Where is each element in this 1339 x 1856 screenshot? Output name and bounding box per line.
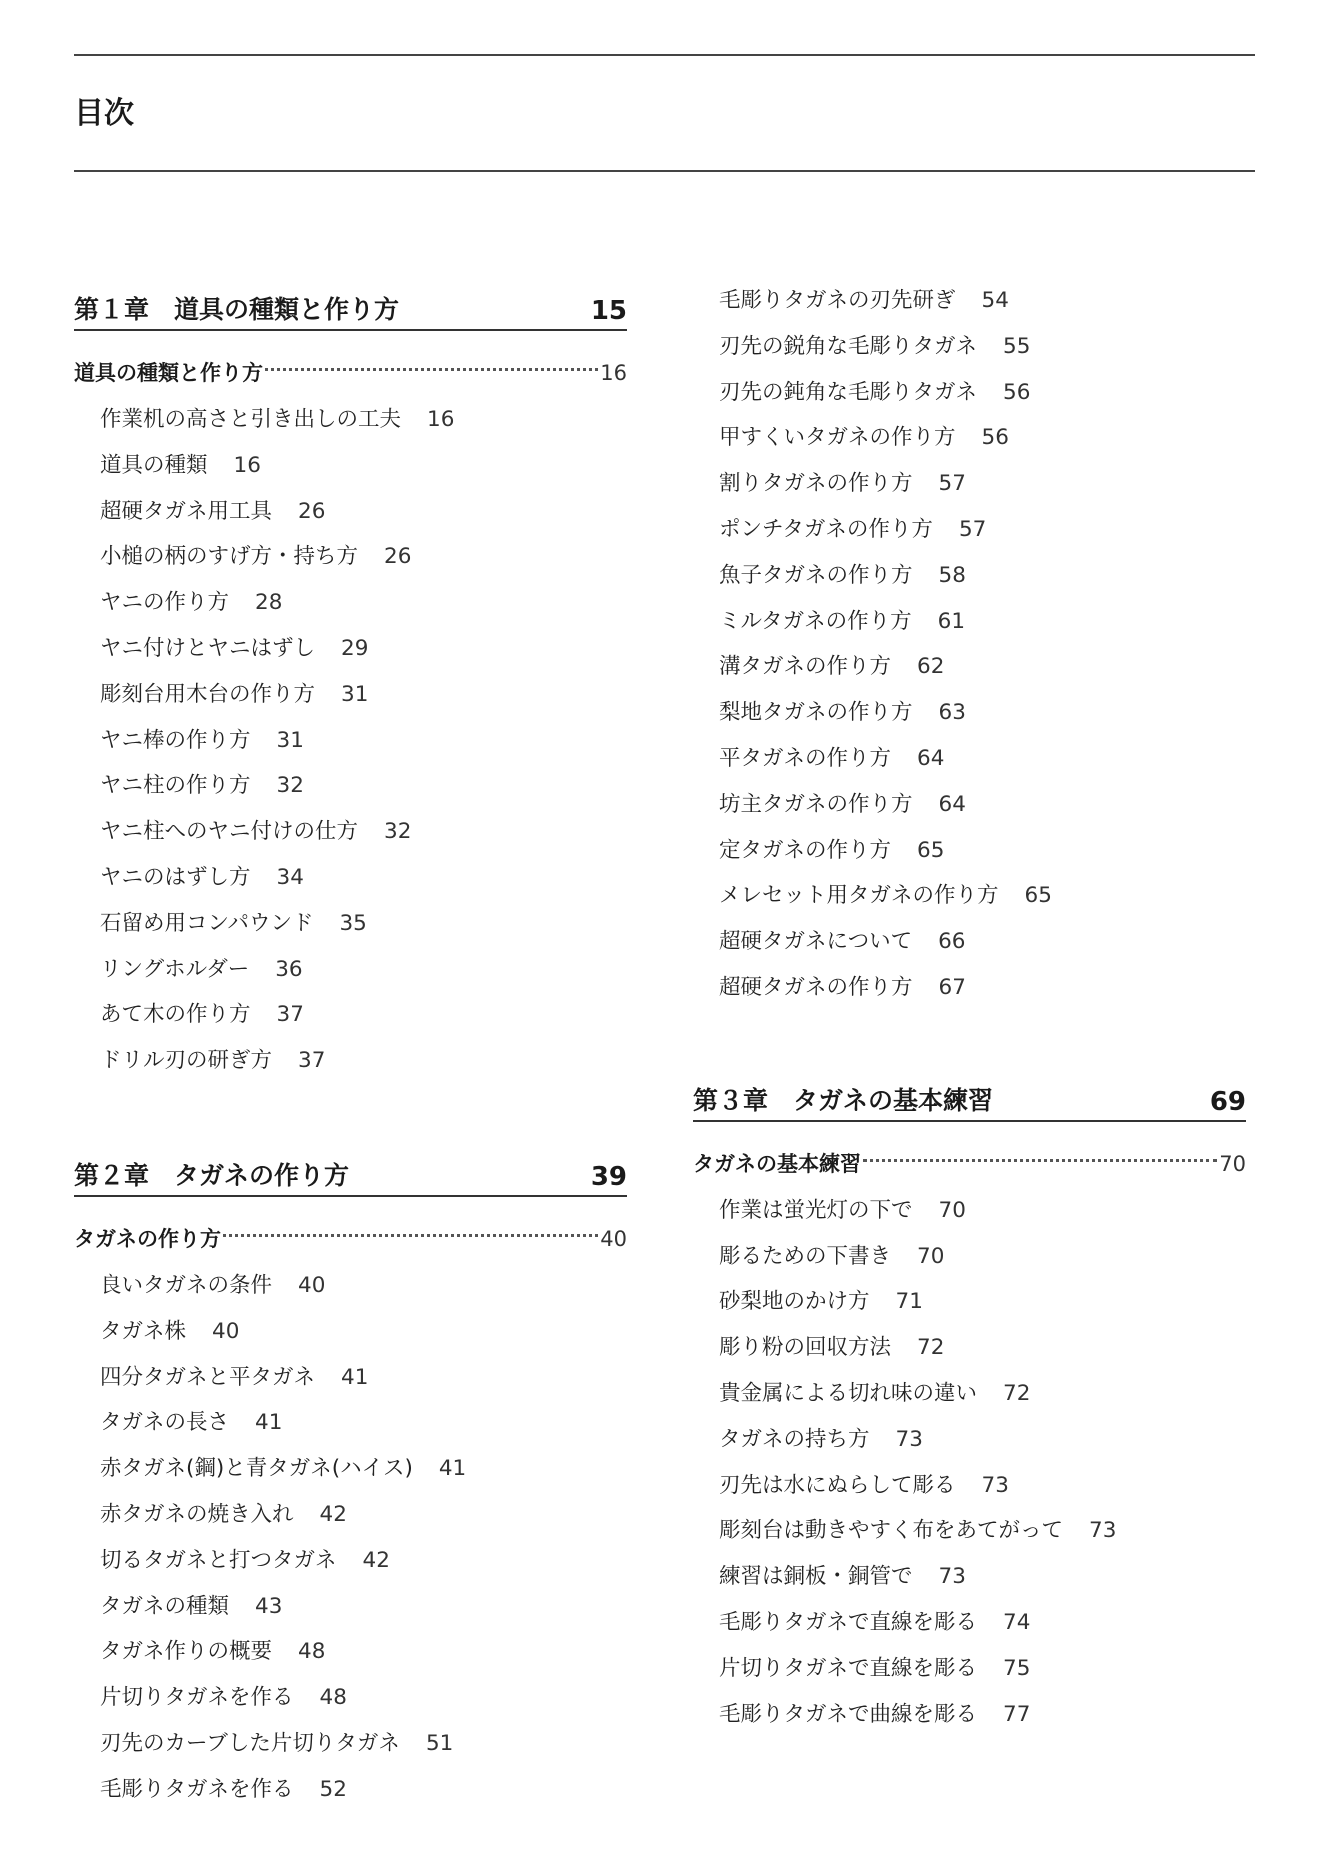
entry-page: 67 — [938, 974, 966, 1000]
toc-entry[interactable] — [693, 1508, 1246, 1554]
entry-page: 40 — [212, 1318, 240, 1344]
entry-page: 74 — [1003, 1609, 1031, 1635]
entry-title: 赤タガネの焼き入れ — [100, 1501, 294, 1527]
toc-entry[interactable] — [74, 1400, 627, 1446]
toc-entry[interactable] — [693, 873, 1246, 919]
chapter-page: 39 — [590, 1161, 627, 1192]
entry-title: 貴金属による切れ味の違い — [719, 1380, 978, 1406]
entry-page: 42 — [319, 1501, 347, 1527]
dot-leader — [863, 1159, 1217, 1162]
entry-title: タガネの種類 — [100, 1593, 230, 1619]
entry-page: 77 — [1003, 1701, 1031, 1727]
entry-title: 毛彫りタガネで曲線を彫る — [719, 1701, 978, 1727]
entry-title: 彫刻台は動きやすく布をあてがって — [719, 1518, 1064, 1544]
toc-entry[interactable] — [693, 1463, 1246, 1509]
entry-page: 70 — [917, 1243, 945, 1269]
entry-title: 魚子タガネの作り方 — [719, 562, 913, 588]
section-page: 16 — [600, 361, 627, 385]
toc-entry[interactable] — [693, 1234, 1246, 1280]
entry-title: 甲すくいタガネの作り方 — [719, 425, 956, 451]
entry-title: 赤タガネ(鋼)と青タガネ(ハイス) — [100, 1456, 413, 1482]
toc-entry[interactable] — [693, 415, 1246, 461]
entry-page: 35 — [339, 910, 367, 936]
toc-entry[interactable] — [74, 672, 627, 718]
entry-page: 31 — [276, 727, 304, 753]
entry-title: 作業机の高さと引き出しの工夫 — [100, 407, 402, 432]
entry-title: 溝タガネの作り方 — [719, 654, 892, 680]
entry-list — [74, 1263, 627, 1813]
toc-entry[interactable] — [693, 1692, 1246, 1738]
entry-list — [693, 278, 1246, 1011]
title-rule — [74, 170, 1255, 172]
entry-page: 40 — [298, 1272, 326, 1298]
chapter-1-heading[interactable] — [74, 292, 627, 331]
section-heading[interactable] — [74, 351, 627, 395]
entry-title: 定タガネの作り方 — [719, 837, 892, 863]
chapter-3-heading[interactable] — [693, 1083, 1246, 1122]
toc-entry[interactable] — [693, 1325, 1246, 1371]
entry-title: 小槌の柄のすげ方・持ち方 — [100, 544, 359, 570]
entry-title: 片切りタガネで直線を彫る — [719, 1655, 978, 1681]
entry-title: タガネの長さ — [100, 1410, 230, 1436]
entry-title: 片切りタガネを作る — [100, 1685, 294, 1711]
toc-entry[interactable] — [74, 534, 627, 580]
dot-leader — [265, 368, 598, 371]
entry-list — [693, 1188, 1246, 1738]
entry-title: 彫るための下書き — [719, 1243, 892, 1269]
section-title: タガネの基本練習 — [693, 1151, 861, 1176]
toc-entry[interactable] — [693, 278, 1246, 324]
toc-entry[interactable] — [693, 828, 1246, 874]
entry-page: 42 — [362, 1547, 390, 1573]
toc-entry[interactable] — [693, 736, 1246, 782]
entry-title: ポンチタガネの作り方 — [719, 516, 933, 542]
toc-entry[interactable] — [74, 1675, 627, 1721]
toc-entry[interactable] — [693, 644, 1246, 690]
entry-page: 73 — [981, 1472, 1009, 1498]
entry-page: 29 — [341, 635, 369, 661]
toc-entry[interactable] — [74, 1446, 627, 1492]
toc-entry[interactable] — [74, 489, 627, 535]
entry-title: 刃先の鋭角な毛彫りタガネ — [719, 333, 978, 359]
toc-entry[interactable] — [74, 1767, 627, 1813]
entry-page: 64 — [917, 745, 945, 771]
toc-entry[interactable] — [693, 507, 1246, 553]
toc-entry[interactable] — [74, 580, 627, 626]
section-page: 70 — [1219, 1151, 1246, 1176]
dot-leader — [223, 1234, 598, 1237]
entry-title: 坊主タガネの作り方 — [719, 791, 913, 817]
entry-title: 彫刻台用木台の作り方 — [100, 681, 316, 707]
entry-page: 16 — [233, 452, 261, 478]
entry-page: 62 — [917, 654, 945, 680]
entry-title: タガネ作りの概要 — [100, 1639, 273, 1665]
entry-title: 砂梨地のかけ方 — [719, 1289, 870, 1315]
entry-title: ドリル刃の研ぎ方 — [100, 1048, 273, 1074]
section-title: タガネの作り方 — [74, 1226, 221, 1251]
entry-title: 道具の種類 — [100, 452, 208, 478]
toc-entry[interactable] — [74, 626, 627, 672]
entry-page: 73 — [1089, 1518, 1117, 1544]
toc-entry[interactable] — [74, 1038, 627, 1084]
entry-page: 71 — [895, 1289, 923, 1315]
entry-title: 良いタガネの条件 — [100, 1272, 273, 1298]
entry-page: 26 — [298, 498, 326, 524]
entry-page: 56 — [981, 425, 1009, 451]
entry-page: 28 — [255, 590, 283, 616]
entry-page: 75 — [1003, 1655, 1031, 1681]
entry-title: メレセット用タガネの作り方 — [719, 883, 999, 909]
toc-left-column — [74, 292, 627, 1813]
toc-entry[interactable] — [74, 947, 627, 993]
toc-entry[interactable] — [693, 1417, 1246, 1463]
entry-page: 54 — [981, 288, 1009, 313]
toc-entry[interactable] — [693, 324, 1246, 370]
entry-title: タガネ株 — [100, 1318, 187, 1344]
entry-title: 割りタガネの作り方 — [719, 471, 913, 497]
entry-page: 73 — [895, 1426, 923, 1452]
entry-page: 41 — [438, 1456, 467, 1482]
entry-page: 41 — [255, 1410, 283, 1436]
entry-page: 72 — [917, 1335, 945, 1361]
toc-entry[interactable] — [693, 1188, 1246, 1234]
chapter-title: 第１章 道具の種類と作り方 — [74, 295, 400, 324]
toc-entry[interactable] — [693, 1371, 1246, 1417]
entry-title: タガネの持ち方 — [719, 1426, 870, 1452]
toc-entry[interactable] — [74, 1584, 627, 1630]
entry-page: 64 — [938, 791, 966, 817]
entry-title: 毛彫りタガネの刃先研ぎ — [719, 288, 956, 313]
toc-entry[interactable] — [74, 763, 627, 809]
entry-title: 四分タガネと平タガネ — [100, 1364, 316, 1390]
entry-title: 超硬タガネについて — [719, 929, 913, 955]
entry-title: 毛彫りタガネを作る — [100, 1776, 294, 1802]
toc-entry[interactable] — [74, 992, 627, 1038]
entry-page: 26 — [384, 544, 412, 570]
entry-title: 彫り粉の回収方法 — [719, 1335, 892, 1361]
toc-entry[interactable] — [693, 461, 1246, 507]
entry-page: 61 — [937, 608, 966, 634]
entry-title: 超硬タガネの作り方 — [719, 974, 913, 1000]
top-rule — [74, 54, 1255, 56]
chapter-2-heading[interactable] — [74, 1158, 627, 1197]
entry-title: 梨地タガネの作り方 — [719, 700, 913, 726]
section-page: 40 — [600, 1226, 627, 1251]
entry-title: 超硬タガネ用工具 — [100, 498, 273, 524]
toc-entry[interactable] — [74, 1492, 627, 1538]
entry-page: 51 — [425, 1730, 454, 1756]
entry-title: 切るタガネと打つタガネ — [100, 1547, 337, 1573]
section-heading[interactable] — [74, 1217, 627, 1261]
entry-page: 56 — [1003, 379, 1031, 405]
entry-title: あて木の作り方 — [100, 1002, 251, 1028]
entry-title: ヤニ棒の作り方 — [100, 727, 251, 753]
toc-entry[interactable] — [693, 599, 1246, 645]
entry-page: 63 — [938, 700, 966, 726]
toc-entry[interactable] — [74, 901, 627, 947]
toc-entry[interactable] — [693, 1279, 1246, 1325]
entry-page: 52 — [319, 1776, 347, 1802]
entry-title: 刃先のカーブした片切りタガネ — [100, 1730, 400, 1756]
entry-page: 32 — [276, 773, 304, 799]
entry-page: 65 — [917, 837, 945, 863]
entry-page: 37 — [298, 1048, 326, 1074]
entry-title: ヤニ付けとヤニはずし — [100, 635, 316, 661]
chapter-page: 15 — [590, 296, 627, 326]
entry-page: 73 — [938, 1564, 966, 1590]
section-title: 道具の種類と作り方 — [74, 361, 263, 385]
toc-entry[interactable] — [693, 1554, 1246, 1600]
section-heading[interactable] — [693, 1142, 1246, 1186]
toc-entry[interactable] — [74, 443, 627, 489]
entry-title: 練習は銅板・銅管で — [719, 1564, 913, 1590]
entry-page: 72 — [1003, 1380, 1031, 1406]
entry-page: 34 — [276, 864, 304, 890]
entry-page: 48 — [298, 1639, 326, 1665]
entry-title: 刃先の鈍角な毛彫りタガネ — [719, 379, 978, 405]
toc-entry[interactable] — [74, 1721, 627, 1767]
toc-entry[interactable] — [693, 690, 1246, 736]
toc-entry[interactable] — [74, 809, 627, 855]
entry-page: 65 — [1024, 883, 1052, 909]
toc-entry[interactable] — [693, 919, 1246, 965]
entry-page: 16 — [427, 407, 455, 432]
entry-page: 66 — [938, 929, 966, 955]
toc-right-column — [693, 278, 1246, 1737]
toc-entry[interactable] — [74, 397, 627, 443]
entry-page: 41 — [341, 1364, 369, 1390]
toc-entry[interactable] — [693, 370, 1246, 416]
toc-entry[interactable] — [74, 1309, 627, 1355]
toc-entry[interactable] — [74, 1538, 627, 1584]
chapter-title: 第２章 タガネの作り方 — [74, 1160, 350, 1190]
toc-entry[interactable] — [693, 1600, 1246, 1646]
page-title: 目次 — [74, 96, 134, 131]
entry-page: 37 — [276, 1002, 304, 1028]
chapter-page: 69 — [1209, 1086, 1246, 1117]
entry-title: 毛彫りタガネで直線を彫る — [719, 1609, 978, 1635]
entry-page: 70 — [938, 1197, 966, 1223]
entry-title: 平タガネの作り方 — [719, 745, 892, 771]
toc-entry[interactable] — [693, 1646, 1246, 1692]
entry-page: 31 — [341, 681, 369, 707]
entry-page: 58 — [938, 562, 966, 588]
entry-page: 57 — [938, 471, 966, 497]
entry-title: 刃先は水にぬらして彫る — [719, 1472, 956, 1498]
entry-page: 55 — [1003, 333, 1031, 359]
entry-title: リングホルダー — [100, 956, 250, 982]
entry-page: 48 — [319, 1685, 347, 1711]
entry-title: 石留め用コンパウンド — [100, 910, 314, 936]
toc-entry[interactable] — [74, 1629, 627, 1675]
entry-page: 32 — [384, 819, 412, 845]
toc-entry[interactable] — [74, 855, 627, 901]
entry-page: 36 — [275, 956, 303, 982]
entry-page: 57 — [958, 516, 987, 542]
entry-title: ヤニ柱の作り方 — [100, 773, 251, 799]
toc-entry[interactable] — [74, 1355, 627, 1401]
toc-entry[interactable] — [74, 1263, 627, 1309]
toc-entry[interactable] — [693, 782, 1246, 828]
chapter-title: 第３章 タガネの基本練習 — [693, 1085, 994, 1115]
entry-title: ヤニ柱へのヤニ付けの仕方 — [100, 819, 359, 845]
entry-title: ヤニのはずし方 — [100, 864, 251, 890]
toc-entry[interactable] — [74, 718, 627, 764]
toc-entry[interactable] — [693, 553, 1246, 599]
entry-title: ヤニの作り方 — [100, 590, 230, 616]
toc-entry[interactable] — [693, 965, 1246, 1011]
entry-page: 43 — [255, 1593, 283, 1619]
entry-title: 作業は蛍光灯の下で — [719, 1197, 913, 1223]
entry-title: ミルタガネの作り方 — [719, 608, 912, 634]
entry-list — [74, 397, 627, 1084]
